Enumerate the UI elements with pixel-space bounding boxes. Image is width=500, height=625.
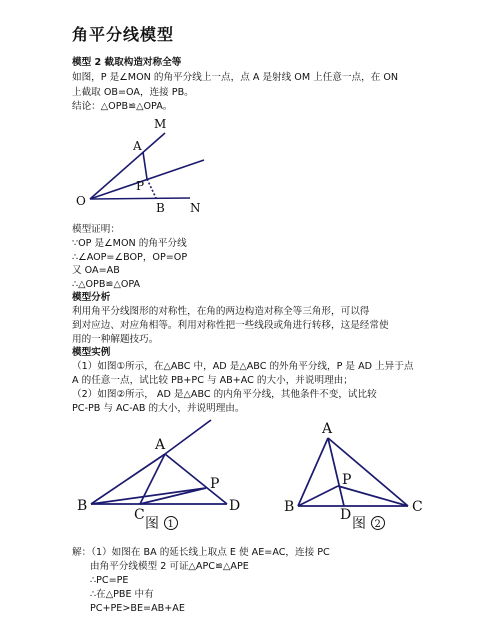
- label-m: M: [154, 117, 167, 131]
- proof-line-1: ∵OP 是∠MON 的角平分线: [72, 238, 187, 249]
- label-o: O: [76, 194, 86, 208]
- label-a: A: [155, 437, 166, 453]
- figure-caption: 图: [352, 516, 366, 532]
- label-a: A: [322, 421, 333, 437]
- proof-line-4: ∴△OPB≌△OPA: [72, 279, 141, 290]
- label-p: P: [342, 472, 352, 488]
- model-desc-line-2: 上截取 OB=OA，连接 PB。: [72, 87, 194, 98]
- example-q1-line-2: A 的任意一点，试比较 PB+PC 与 AB+AC 的大小，并说明理由；: [72, 375, 353, 386]
- figure-number: 2: [374, 519, 381, 530]
- ray-on: [90, 198, 190, 199]
- label-b: B: [156, 201, 165, 215]
- label-c: C: [134, 507, 145, 523]
- solution-line-1: 解：（1）如图在 BA 的延长线上取点 E 使 AE=AC，连接 PC: [72, 547, 330, 558]
- label-p: P: [210, 476, 220, 492]
- segment-ac: [328, 438, 408, 506]
- segment-ab: [298, 438, 328, 506]
- label-b: B: [77, 498, 88, 514]
- label-d: D: [340, 507, 352, 523]
- example-q2-line-1: （2）如图②所示， AD 是△ABC 的内角平分线，其他条件不变，试比较: [72, 389, 377, 400]
- label-a: A: [133, 139, 142, 153]
- proof-heading: 模型证明：: [72, 224, 120, 235]
- solution-line-5: PC+PE>BE=AB+AE: [90, 603, 185, 614]
- analysis-line-1: 利用角平分线图形的对称性，在角的两边构造对称全等三角形，可以得: [72, 306, 370, 317]
- model-heading: 模型 2 截取构造对称全等: [72, 57, 182, 68]
- figure-3-internal-bisector: [280, 418, 440, 536]
- figure-number: 1: [167, 519, 174, 530]
- analysis-line-2: 到对应边、对应角相等。利用对称性把一些线段或角进行转移，这是经常使: [72, 320, 389, 331]
- segment-pb-dashed: [147, 179, 156, 198]
- example-q2-line-2: PC-PB 与 AC-AB 的大小，并说明理由。: [72, 403, 245, 414]
- solution-line-2: 由角平分线模型 2 可证△APC≌△APE: [90, 561, 249, 572]
- analysis-heading: 模型分析: [72, 292, 111, 303]
- example-q1-line-1: （1）如图①所示，在△ABC 中，AD 是△ABC 的外角平分线，P 是 AD 上异于点: [72, 361, 414, 372]
- ray-om: [90, 133, 165, 199]
- proof-line-3: 又 OA=AB: [72, 265, 120, 276]
- solution-line-4: ∴在△PBE 中有: [90, 589, 154, 600]
- model-desc-line-1: 如图，P 是∠MON 的角平分线上一点，点 A 是射线 OM 上任意一点，在 ON: [72, 72, 399, 83]
- segment-bp: [298, 486, 338, 506]
- segment-ba: [91, 454, 165, 504]
- label-b: B: [284, 499, 295, 515]
- segment-ap: [143, 152, 147, 179]
- figure-2-external-bisector: [75, 418, 255, 536]
- label-p: P: [136, 179, 145, 193]
- example-heading: 模型实例: [72, 347, 111, 358]
- label-d: D: [229, 498, 241, 514]
- segment-a-extension: [165, 420, 211, 454]
- page-title: 角平分线模型: [72, 25, 175, 44]
- model-conclusion: 结论：△OPB≌△OPA。: [72, 101, 173, 112]
- figure-1-angle-bisector: [70, 115, 210, 215]
- label-n: N: [190, 201, 201, 215]
- analysis-line-3: 用的一种解题技巧。: [72, 334, 159, 345]
- solution-line-3: ∴PC=PE: [90, 575, 129, 586]
- label-c: C: [412, 499, 423, 515]
- figure-caption: 图: [145, 516, 159, 532]
- proof-line-2: ∴∠AOP=∠BOP，OP=OP: [72, 252, 188, 263]
